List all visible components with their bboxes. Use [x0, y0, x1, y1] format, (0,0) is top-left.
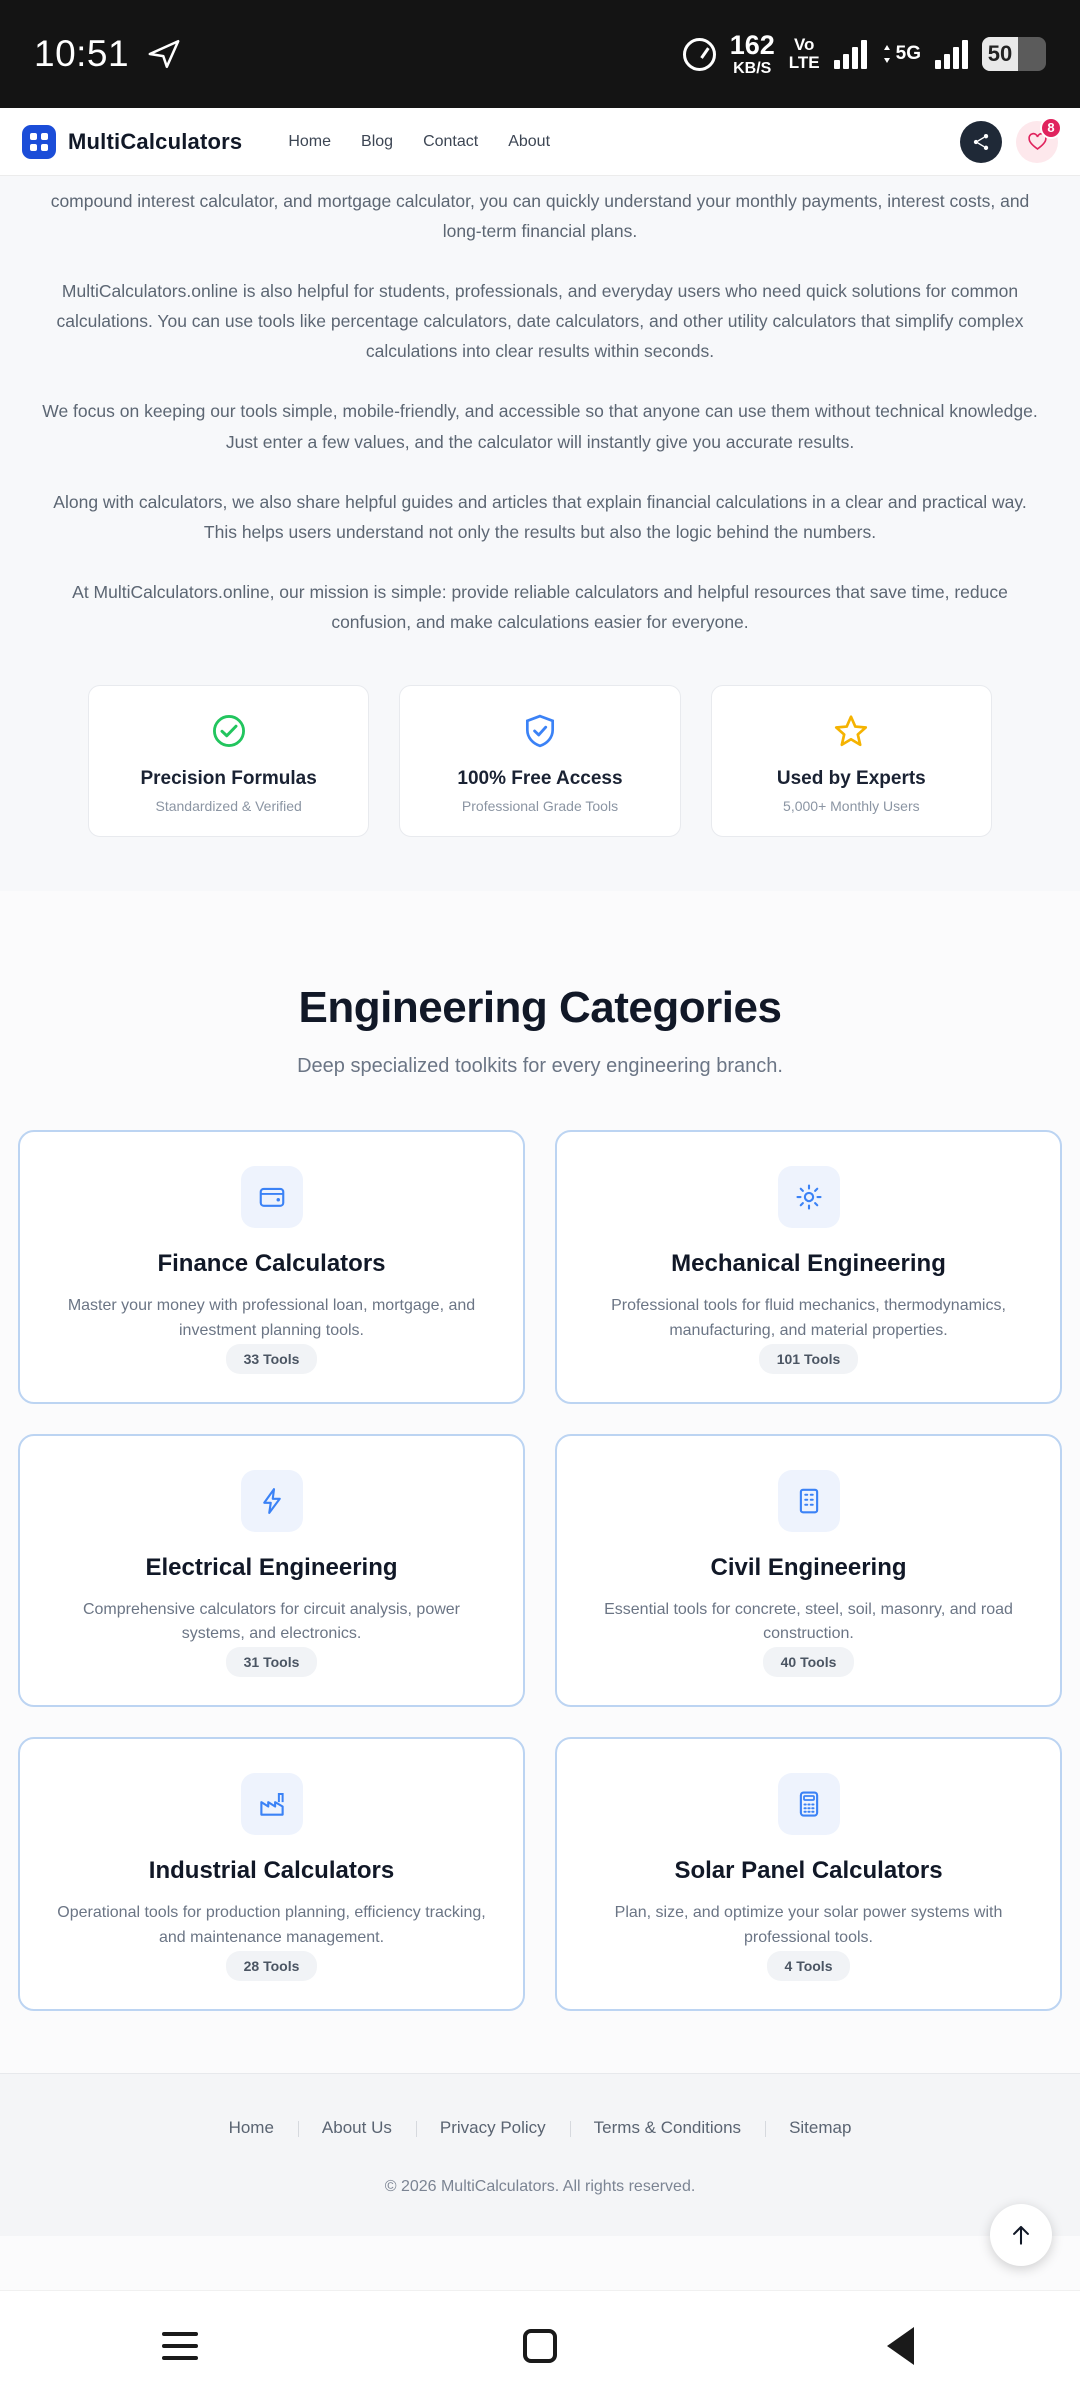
trust-badges	[40, 667, 1040, 837]
footer-link-sitemap[interactable]: Sitemap	[765, 2118, 875, 2138]
signal-bars-1-icon	[834, 39, 867, 69]
section-title: Engineering Categories	[298, 983, 782, 1033]
category-tool-count: 4 Tools	[767, 1951, 851, 1981]
net-speed-value: 162	[729, 29, 775, 60]
footer	[0, 2073, 1080, 2236]
share-icon	[971, 132, 991, 152]
trust-badge-subtitle: Professional Grade Tools	[461, 798, 619, 815]
category-card-solar[interactable]	[555, 1737, 1062, 2011]
app-header-actions	[960, 121, 1058, 163]
network-type	[881, 42, 921, 66]
intro-paragraph: MultiCalculators.online is also helpful for students, professionals, and everyday users who need quick solutions for common calculations. You can use tools like percentage calculators, date calculators, and other utility calculators that simplify complex calculations into clear results within seconds.	[56, 281, 1024, 362]
recents-icon	[162, 2332, 198, 2360]
category-description: Plan, size, and optimize your solar power systems with professional tools.	[614, 1904, 1003, 1947]
scroll-to-top-button[interactable]	[990, 2204, 1052, 2266]
category-name: Civil Engineering	[710, 1553, 907, 1581]
intro-paragraph: We focus on keeping our tools simple, mobile-friendly, and accessible so that anyone can use them without technical knowledge. Just enter a few values, and the calculator will instantly give you accurate results.	[42, 401, 1038, 452]
category-name: Electrical Engineering	[145, 1553, 398, 1581]
about-intro	[0, 176, 1080, 891]
main-nav	[288, 133, 550, 151]
category-tool-count: 40 Tools	[763, 1647, 855, 1677]
nav-item-about[interactable]: About	[508, 132, 551, 150]
category-tool-count: 28 Tools	[226, 1951, 318, 1981]
share-button[interactable]	[960, 121, 1002, 163]
recents-button[interactable]	[125, 2291, 235, 2400]
footer-link-privacy-policy[interactable]: Privacy Policy	[416, 2118, 570, 2138]
copyright: © 2026 MultiCalculators. All rights reserved.	[384, 2177, 696, 2195]
volte-line2: LTE	[788, 53, 820, 72]
arrow-up-icon	[1008, 2222, 1034, 2248]
status-bar	[0, 0, 1080, 108]
intro-paragraph: Along with calculators, we also share helpful guides and articles that explain financial calculations in a clear and practical way. This helps users understand not only the results but also the logic behind the numbers.	[53, 491, 1027, 542]
home-button[interactable]	[485, 2291, 595, 2400]
updown-arrow-icon	[881, 42, 893, 66]
section-subtitle: Deep specialized toolkits for every engineering branch.	[297, 1055, 783, 1078]
category-name: Mechanical Engineering	[671, 1250, 946, 1278]
category-name: Industrial Calculators	[148, 1857, 395, 1885]
nav-item-home[interactable]: Home	[288, 132, 332, 150]
categories-grid	[0, 1078, 1080, 2011]
back-icon	[887, 2327, 914, 2365]
nav-item-contact[interactable]: Contact	[423, 132, 479, 150]
battery-level: 50	[987, 41, 1013, 66]
brand-name: MultiCalculators	[68, 128, 243, 154]
category-tool-count: 33 Tools	[226, 1344, 318, 1374]
logo-icon	[22, 125, 56, 159]
category-description: Operational tools for production planning, efficiency tracking, and maintenance management.	[57, 1904, 486, 1947]
trust-badge-free-access	[399, 685, 680, 837]
network-type-label: 5G	[895, 43, 921, 64]
engineering-categories-section	[0, 891, 1080, 2011]
telegram-send-icon	[147, 37, 181, 71]
trust-badge-subtitle: 5,000+ Monthly Users	[783, 798, 920, 815]
intro-paragraph: At MultiCalculators.online, our mission is simple: provide reliable calculators and helpful resources that save time, reduce confusion, and make calculations easier for everyone.	[72, 581, 1008, 632]
wallet-icon	[241, 1166, 303, 1228]
category-card-civil[interactable]	[555, 1434, 1062, 1708]
trust-badge-title: 100% Free Access	[457, 768, 623, 790]
category-description: Master your money with professional loan, mortgage, and investment planning tools.	[67, 1297, 476, 1339]
volte-indicator	[789, 36, 820, 72]
intro-paragraph: compound interest calculator, and mortgage calculator, you can quickly understand your monthly payments, interest costs, and long-term financial plans.	[50, 191, 1030, 242]
status-bar-right	[683, 29, 1046, 77]
category-tool-count: 31 Tools	[226, 1647, 318, 1677]
bolt-icon	[241, 1470, 303, 1532]
factory-icon	[241, 1773, 303, 1835]
footer-link-terms[interactable]: Terms & Conditions	[570, 2118, 765, 2138]
brand[interactable]	[22, 125, 242, 159]
category-description: Professional tools for fluid mechanics, thermodynamics, manufacturing, and material properties.	[611, 1297, 1006, 1339]
trust-badge-precision	[88, 685, 369, 837]
gear-icon	[778, 1166, 840, 1228]
category-description: Essential tools for concrete, steel, soil, masonry, and road construction.	[604, 1600, 1013, 1643]
category-card-mechanical[interactable]	[555, 1130, 1062, 1404]
shield-check-icon	[412, 712, 667, 756]
category-description: Comprehensive calculators for circuit analysis, power systems, and electronics.	[82, 1600, 461, 1643]
trust-badge-subtitle: Standardized & Verified	[155, 798, 302, 815]
star-icon	[724, 712, 979, 756]
home-icon	[523, 2329, 557, 2363]
category-card-industrial[interactable]	[18, 1737, 525, 2011]
trust-badge-title: Used by Experts	[776, 768, 926, 790]
app-header	[0, 108, 1080, 176]
favorites-badge: 8	[1040, 117, 1062, 139]
battery-indicator	[982, 37, 1046, 71]
speedometer-icon	[683, 38, 716, 71]
trust-badge-title: Precision Formulas	[140, 768, 317, 790]
net-speed-unit: KB/S	[733, 59, 772, 77]
check-circle-icon	[101, 712, 356, 756]
status-time: 10:51	[34, 33, 130, 74]
net-speed	[729, 29, 775, 77]
building-icon	[778, 1470, 840, 1532]
footer-link-about-us[interactable]: About Us	[298, 2118, 416, 2138]
calculator-icon	[778, 1773, 840, 1835]
trust-badge-experts	[711, 685, 992, 837]
status-bar-left	[34, 33, 181, 75]
footer-link-home[interactable]: Home	[228, 2117, 274, 2137]
favorites-button[interactable]	[1016, 121, 1058, 163]
android-nav-bar	[0, 2290, 1080, 2400]
signal-bars-2-icon	[935, 39, 968, 69]
page-content	[0, 176, 1080, 2290]
footer-links	[0, 2118, 1080, 2138]
category-name: Finance Calculators	[157, 1250, 386, 1278]
category-tool-count: 101 Tools	[759, 1344, 859, 1374]
nav-item-blog[interactable]: Blog	[361, 132, 394, 150]
category-card-electrical[interactable]	[18, 1434, 525, 1708]
volte-line1: Vo	[793, 35, 815, 55]
category-card-finance[interactable]	[18, 1130, 525, 1404]
category-name: Solar Panel Calculators	[674, 1857, 943, 1885]
back-button[interactable]	[845, 2291, 955, 2400]
